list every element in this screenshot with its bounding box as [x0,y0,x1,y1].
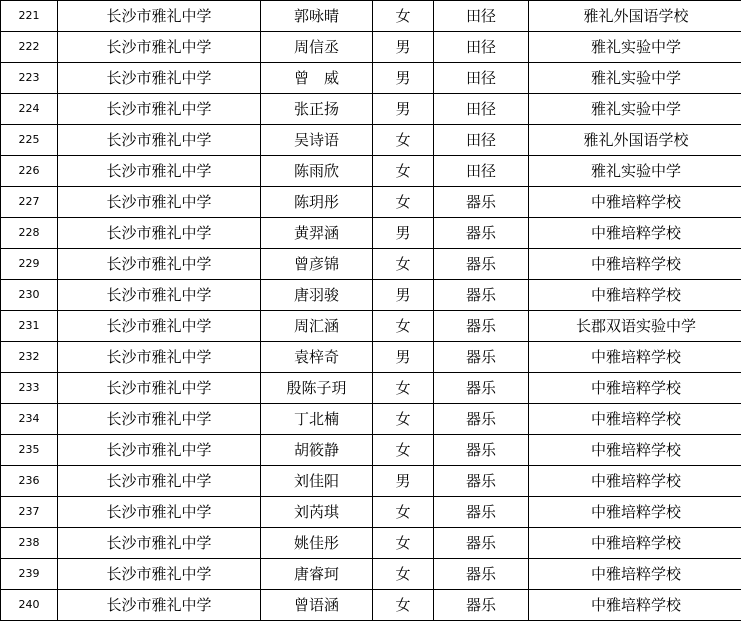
table-row [1,1,741,32]
cell-gender: 女 [373,497,434,528]
cell-school: 长沙市雅礼中学 [58,435,261,466]
cell-name: 曾 威 [261,63,373,94]
cell-event: 器乐 [434,280,529,311]
cell-school: 长沙市雅礼中学 [58,32,261,63]
cell-name: 周信丞 [261,32,373,63]
cell-target-school: 中雅培粹学校 [529,435,741,466]
cell-target-school: 中雅培粹学校 [529,590,741,621]
table-row [1,373,741,404]
cell-name: 胡筱静 [261,435,373,466]
cell-gender: 女 [373,249,434,280]
cell-name: 丁北楠 [261,404,373,435]
cell-name: 刘佳阳 [261,466,373,497]
cell-gender: 男 [373,280,434,311]
cell-index: 235 [1,435,58,466]
table-row [1,125,741,156]
cell-gender: 女 [373,1,434,32]
cell-school: 长沙市雅礼中学 [58,311,261,342]
table-row [1,32,741,63]
cell-school: 长沙市雅礼中学 [58,528,261,559]
cell-school: 长沙市雅礼中学 [58,280,261,311]
cell-event: 田径 [434,63,529,94]
cell-index: 240 [1,590,58,621]
cell-target-school: 中雅培粹学校 [529,218,741,249]
cell-school: 长沙市雅礼中学 [58,63,261,94]
cell-school: 长沙市雅礼中学 [58,342,261,373]
cell-target-school: 中雅培粹学校 [529,249,741,280]
cell-index: 237 [1,497,58,528]
cell-index: 239 [1,559,58,590]
table-row [1,435,741,466]
cell-event: 田径 [434,94,529,125]
table-row [1,466,741,497]
cell-gender: 女 [373,187,434,218]
cell-school: 长沙市雅礼中学 [58,404,261,435]
cell-index: 224 [1,94,58,125]
cell-event: 器乐 [434,342,529,373]
cell-event: 器乐 [434,373,529,404]
cell-name: 曾语涵 [261,590,373,621]
cell-event: 器乐 [434,435,529,466]
cell-gender: 女 [373,435,434,466]
table-row [1,280,741,311]
cell-event: 田径 [434,32,529,63]
cell-name: 吴诗语 [261,125,373,156]
cell-target-school: 中雅培粹学校 [529,187,741,218]
cell-gender: 女 [373,590,434,621]
cell-event: 田径 [434,1,529,32]
cell-school: 长沙市雅礼中学 [58,125,261,156]
cell-school: 长沙市雅礼中学 [58,187,261,218]
cell-index: 236 [1,466,58,497]
cell-gender: 男 [373,342,434,373]
cell-gender: 女 [373,156,434,187]
cell-name: 殷陈子玥 [261,373,373,404]
cell-gender: 女 [373,311,434,342]
table-body [1,1,741,621]
cell-school: 长沙市雅礼中学 [58,497,261,528]
cell-event: 器乐 [434,249,529,280]
cell-index: 228 [1,218,58,249]
cell-target-school: 中雅培粹学校 [529,342,741,373]
cell-event: 器乐 [434,187,529,218]
cell-gender: 女 [373,125,434,156]
cell-index: 238 [1,528,58,559]
cell-gender: 男 [373,32,434,63]
cell-index: 225 [1,125,58,156]
cell-target-school: 雅礼实验中学 [529,94,741,125]
table-row [1,311,741,342]
cell-name: 唐羽骏 [261,280,373,311]
cell-event: 田径 [434,125,529,156]
cell-school: 长沙市雅礼中学 [58,1,261,32]
cell-target-school: 中雅培粹学校 [529,404,741,435]
cell-target-school: 雅礼实验中学 [529,32,741,63]
cell-index: 222 [1,32,58,63]
cell-index: 227 [1,187,58,218]
table-row [1,187,741,218]
cell-name: 陈雨欣 [261,156,373,187]
cell-name: 黄羿涵 [261,218,373,249]
cell-event: 器乐 [434,311,529,342]
table-row [1,342,741,373]
table-row [1,528,741,559]
cell-school: 长沙市雅礼中学 [58,94,261,125]
cell-name: 刘芮琪 [261,497,373,528]
cell-event: 器乐 [434,218,529,249]
cell-index: 234 [1,404,58,435]
cell-index: 229 [1,249,58,280]
cell-name: 曾彦锦 [261,249,373,280]
table-row [1,94,741,125]
cell-target-school: 中雅培粹学校 [529,280,741,311]
cell-index: 233 [1,373,58,404]
cell-gender: 女 [373,373,434,404]
cell-name: 周汇涵 [261,311,373,342]
cell-target-school: 雅礼外国语学校 [529,125,741,156]
cell-gender: 女 [373,404,434,435]
cell-index: 231 [1,311,58,342]
cell-event: 器乐 [434,559,529,590]
cell-event: 田径 [434,156,529,187]
cell-target-school: 中雅培粹学校 [529,559,741,590]
cell-school: 长沙市雅礼中学 [58,373,261,404]
table-row [1,559,741,590]
cell-event: 器乐 [434,590,529,621]
table-row [1,218,741,249]
cell-target-school: 中雅培粹学校 [529,373,741,404]
cell-target-school: 雅礼实验中学 [529,156,741,187]
cell-name: 唐睿珂 [261,559,373,590]
table-row [1,249,741,280]
cell-name: 陈玥彤 [261,187,373,218]
cell-school: 长沙市雅礼中学 [58,156,261,187]
table-row [1,63,741,94]
cell-target-school: 雅礼实验中学 [529,63,741,94]
cell-index: 232 [1,342,58,373]
cell-gender: 男 [373,466,434,497]
cell-index: 221 [1,1,58,32]
cell-event: 器乐 [434,528,529,559]
cell-index: 223 [1,63,58,94]
cell-index: 226 [1,156,58,187]
cell-gender: 男 [373,63,434,94]
cell-gender: 女 [373,528,434,559]
cell-school: 长沙市雅礼中学 [58,559,261,590]
cell-target-school: 长郡双语实验中学 [529,311,741,342]
cell-target-school: 中雅培粹学校 [529,528,741,559]
table-row [1,590,741,621]
cell-gender: 男 [373,94,434,125]
cell-event: 器乐 [434,497,529,528]
cell-event: 器乐 [434,466,529,497]
cell-index: 230 [1,280,58,311]
cell-name: 郭咏晴 [261,1,373,32]
cell-school: 长沙市雅礼中学 [58,466,261,497]
cell-school: 长沙市雅礼中学 [58,218,261,249]
cell-name: 张正扬 [261,94,373,125]
cell-school: 长沙市雅礼中学 [58,249,261,280]
cell-gender: 男 [373,218,434,249]
table-row [1,497,741,528]
cell-gender: 女 [373,559,434,590]
table-row [1,404,741,435]
cell-name: 姚佳彤 [261,528,373,559]
cell-name: 袁梓奇 [261,342,373,373]
cell-event: 器乐 [434,404,529,435]
cell-school: 长沙市雅礼中学 [58,590,261,621]
cell-target-school: 雅礼外国语学校 [529,1,741,32]
cell-target-school: 中雅培粹学校 [529,466,741,497]
cell-target-school: 中雅培粹学校 [529,497,741,528]
table-row [1,156,741,187]
